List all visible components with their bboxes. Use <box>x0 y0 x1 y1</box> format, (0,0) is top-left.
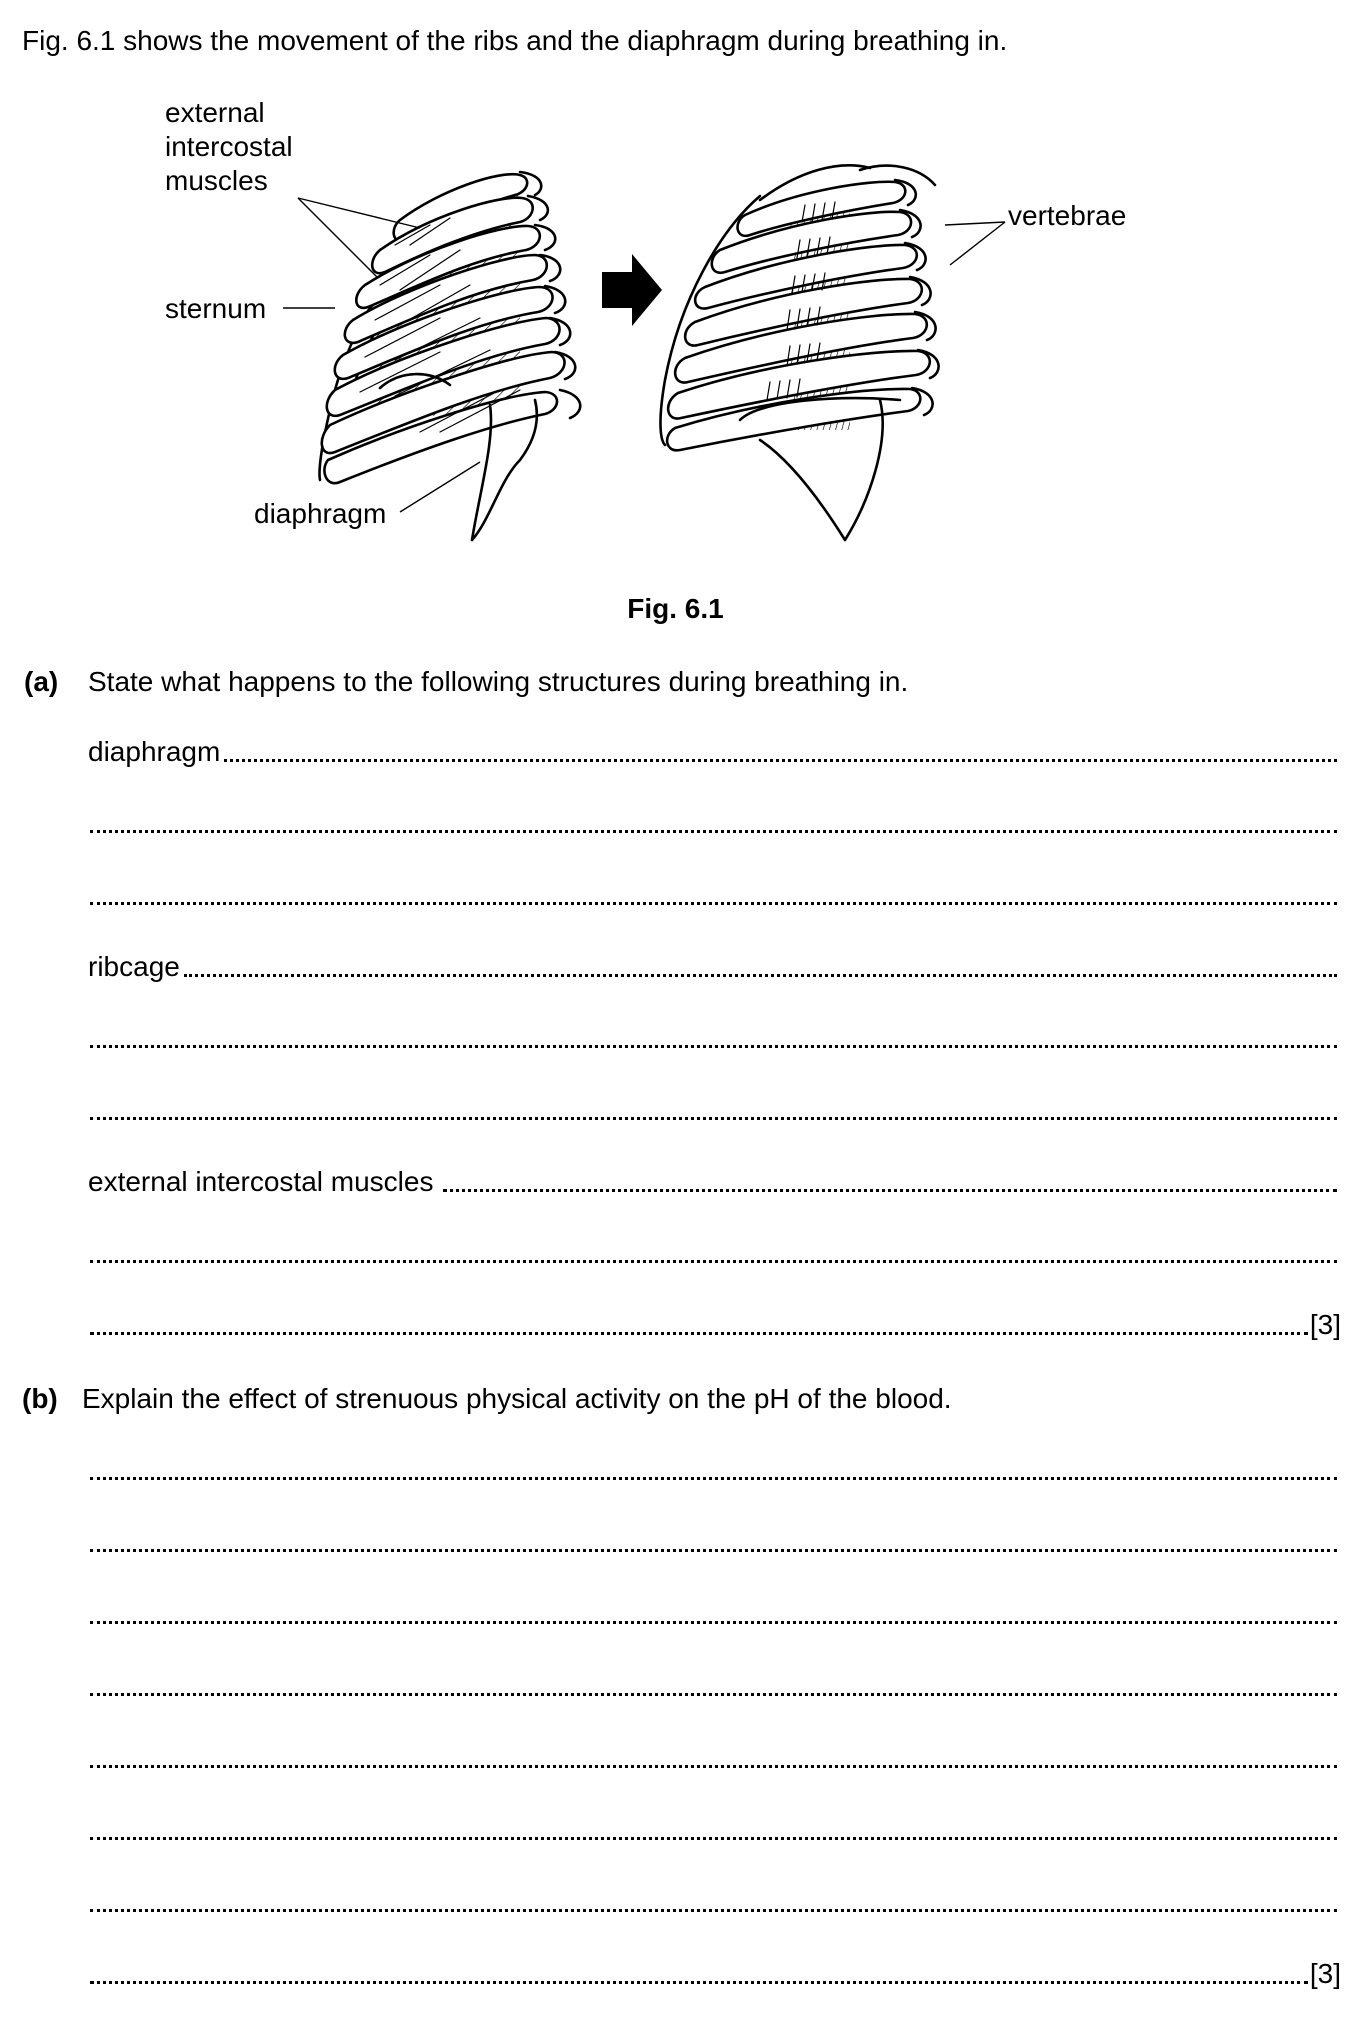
answer-line[interactable] <box>90 1981 1308 1984</box>
answer-line[interactable] <box>90 826 1337 833</box>
right-ribcage-diagram <box>660 165 938 540</box>
answer-row-ribcage[interactable] <box>88 950 1337 984</box>
answer-line[interactable] <box>90 1041 1337 1048</box>
part-b-question: Explain the effect of strenuous physical activity on the pH of the blood. <box>82 1383 952 1414</box>
part-a-label: (a) <box>24 666 59 697</box>
answer-line[interactable] <box>224 759 1337 762</box>
answer-row-final-b[interactable] <box>90 1957 1341 1991</box>
answer-line[interactable] <box>90 1545 1337 1552</box>
answer-line[interactable] <box>90 1113 1337 1120</box>
answer-line[interactable] <box>90 1473 1337 1480</box>
answer-line[interactable] <box>90 1256 1337 1263</box>
answer-line[interactable] <box>90 1689 1337 1696</box>
answer-line[interactable] <box>90 1905 1337 1912</box>
answer-line[interactable] <box>90 1332 1308 1335</box>
part-a-question: State what happens to the following structures during breathing in. <box>88 666 909 697</box>
right-arrow-icon <box>602 254 662 326</box>
answer-line[interactable] <box>90 1617 1337 1624</box>
label-line: external <box>165 97 265 128</box>
answer-line[interactable] <box>443 1189 1337 1192</box>
label-diaphragm: diaphragm <box>254 498 387 529</box>
label-external-intercostal-muscles <box>165 96 293 198</box>
label-line: intercostal <box>165 131 293 162</box>
left-ribcage-diagram <box>320 172 581 540</box>
answer-line[interactable] <box>184 974 1337 977</box>
structure-label: external intercostal muscles <box>88 1166 434 1197</box>
label-sternum: sternum <box>165 293 267 324</box>
answer-line[interactable] <box>90 1761 1337 1768</box>
answer-row-final-a[interactable] <box>90 1308 1341 1342</box>
answer-row-diaphragm[interactable] <box>88 735 1337 769</box>
answer-row-external-intercostal-muscles[interactable] <box>88 1165 1337 1199</box>
structure-label: ribcage <box>88 951 180 982</box>
marks-label: [3] <box>1309 1958 1341 1989</box>
answer-line[interactable] <box>90 1833 1337 1840</box>
structure-label: diaphragm <box>88 736 221 767</box>
marks-label: [3] <box>1309 1309 1341 1340</box>
figure-caption: Fig. 6.1 <box>627 593 724 624</box>
intro-text: Fig. 6.1 shows the movement of the ribs and the diaphragm during breathing in. <box>22 25 1008 56</box>
label-vertebrae: vertebrae <box>1008 200 1127 231</box>
answer-line[interactable] <box>90 898 1337 905</box>
part-b-label: (b) <box>22 1383 58 1414</box>
label-line: muscles <box>165 165 268 196</box>
